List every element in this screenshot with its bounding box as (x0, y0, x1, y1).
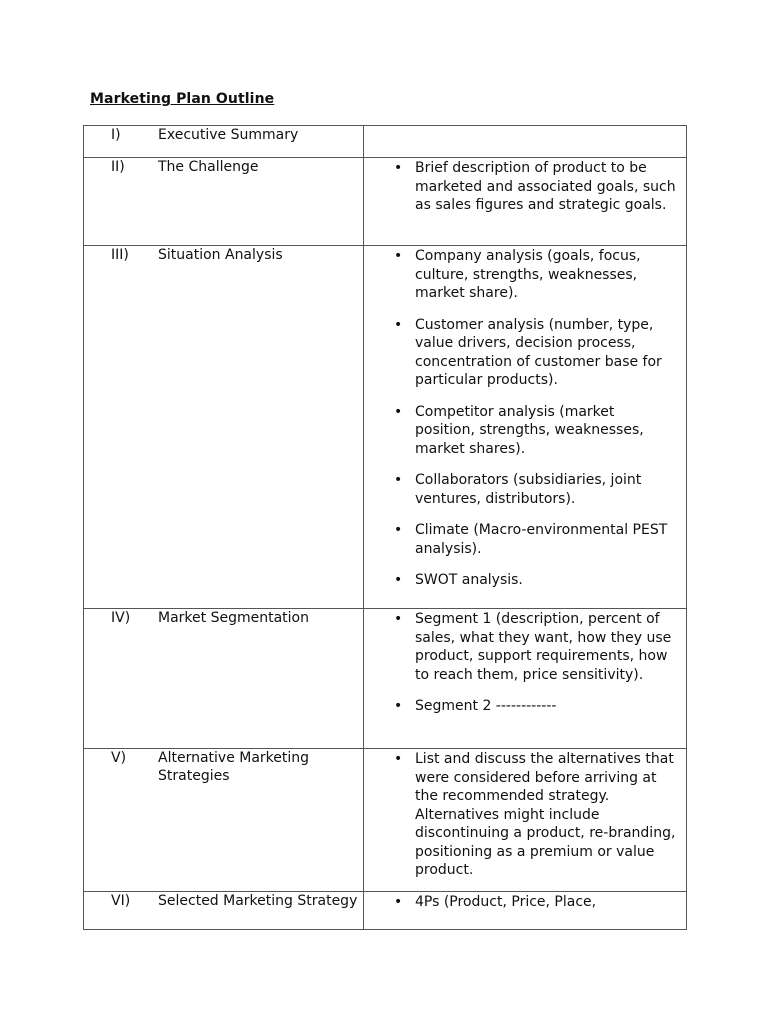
bullet-text: Company analysis (goals, focus, culture, strengths, weaknesses, market share). (415, 248, 641, 301)
bullet-text: Customer analysis (number, type, value drivers, decision process, concentration of customer base for particular products). (415, 316, 662, 388)
section-numeral: II) (111, 159, 125, 175)
details-cell (364, 609, 687, 749)
bullet-icon: • (394, 572, 403, 588)
list-item (364, 316, 686, 390)
section-numeral: I) (111, 127, 121, 143)
bullet-list (364, 159, 686, 215)
bullet-list (364, 610, 686, 716)
bullet-icon: • (394, 611, 403, 627)
section-cell (84, 609, 364, 749)
bullet-text: Brief description of product to be marketed and associated goals, such as sales figures and strategic goals. (415, 160, 676, 213)
list-item (364, 403, 686, 459)
bullet-icon: • (394, 248, 403, 264)
section-name: Selected Marketing Strategy (158, 893, 358, 909)
bullet-icon: • (394, 522, 403, 538)
section-name: Market Segmentation (158, 610, 309, 626)
list-item (364, 893, 686, 912)
bullet-icon: • (394, 472, 403, 488)
bullet-text: Segment 2 ------------ (415, 698, 557, 714)
bullet-icon: • (394, 894, 403, 910)
bullet-text: Competitor analysis (market position, strengths, weaknesses, market shares). (415, 403, 644, 457)
table-row (84, 158, 687, 246)
table-row (84, 126, 687, 158)
section-name: Alternative Marketing Strategies (158, 750, 310, 784)
list-item (364, 571, 686, 590)
section-numeral: III) (111, 247, 129, 263)
bullet-icon: • (394, 160, 403, 176)
bullet-text: List and discuss the alternatives that were considered before arriving at the recommended strategy. Alternatives might include discontinuing a product, re-branding, positioning as a premium or value product. (415, 751, 676, 878)
table-row (84, 246, 687, 609)
list-item (364, 521, 686, 558)
section-cell (84, 892, 364, 930)
table-row (84, 892, 687, 930)
list-item (364, 159, 686, 215)
section-numeral: V) (111, 750, 127, 766)
details-cell (364, 892, 687, 930)
bullet-text: Climate (Macro-environmental PEST analysis). (415, 522, 668, 557)
section-name: Situation Analysis (158, 247, 283, 263)
section-cell (84, 749, 364, 892)
section-cell (84, 126, 364, 158)
bullet-icon: • (394, 751, 403, 767)
document-title: Marketing Plan Outline (90, 91, 275, 107)
list-item (364, 610, 686, 684)
bullet-icon: • (394, 698, 403, 714)
outline-table (83, 125, 687, 930)
bullet-list (364, 750, 686, 880)
bullet-icon: • (394, 403, 403, 420)
bullet-text: 4Ps (Product, Price, Place, (415, 894, 597, 910)
bullet-text: Segment 1 (description, percent of sales, what they want, how they use product, support requirements, how to reach them, price sensitivity). (415, 611, 672, 683)
section-name: Executive Summary (158, 127, 299, 143)
table-row (84, 609, 687, 749)
bullet-list (364, 247, 686, 590)
section-name: The Challenge (158, 159, 259, 175)
table-row (84, 749, 687, 892)
list-item (364, 471, 686, 508)
section-cell (84, 158, 364, 246)
section-numeral: IV) (111, 610, 131, 626)
bullet-list (364, 893, 686, 912)
details-cell (364, 126, 687, 158)
details-cell (364, 246, 687, 609)
details-cell (364, 158, 687, 246)
details-cell (364, 749, 687, 892)
bullet-text: SWOT analysis. (415, 572, 523, 588)
bullet-icon: • (394, 316, 403, 333)
list-item (364, 697, 686, 716)
list-item (364, 750, 686, 880)
bullet-text: Collaborators (subsidiaries, joint ventures, distributors). (415, 472, 642, 507)
section-cell (84, 246, 364, 609)
list-item (364, 247, 686, 303)
section-numeral: VI) (111, 893, 131, 909)
